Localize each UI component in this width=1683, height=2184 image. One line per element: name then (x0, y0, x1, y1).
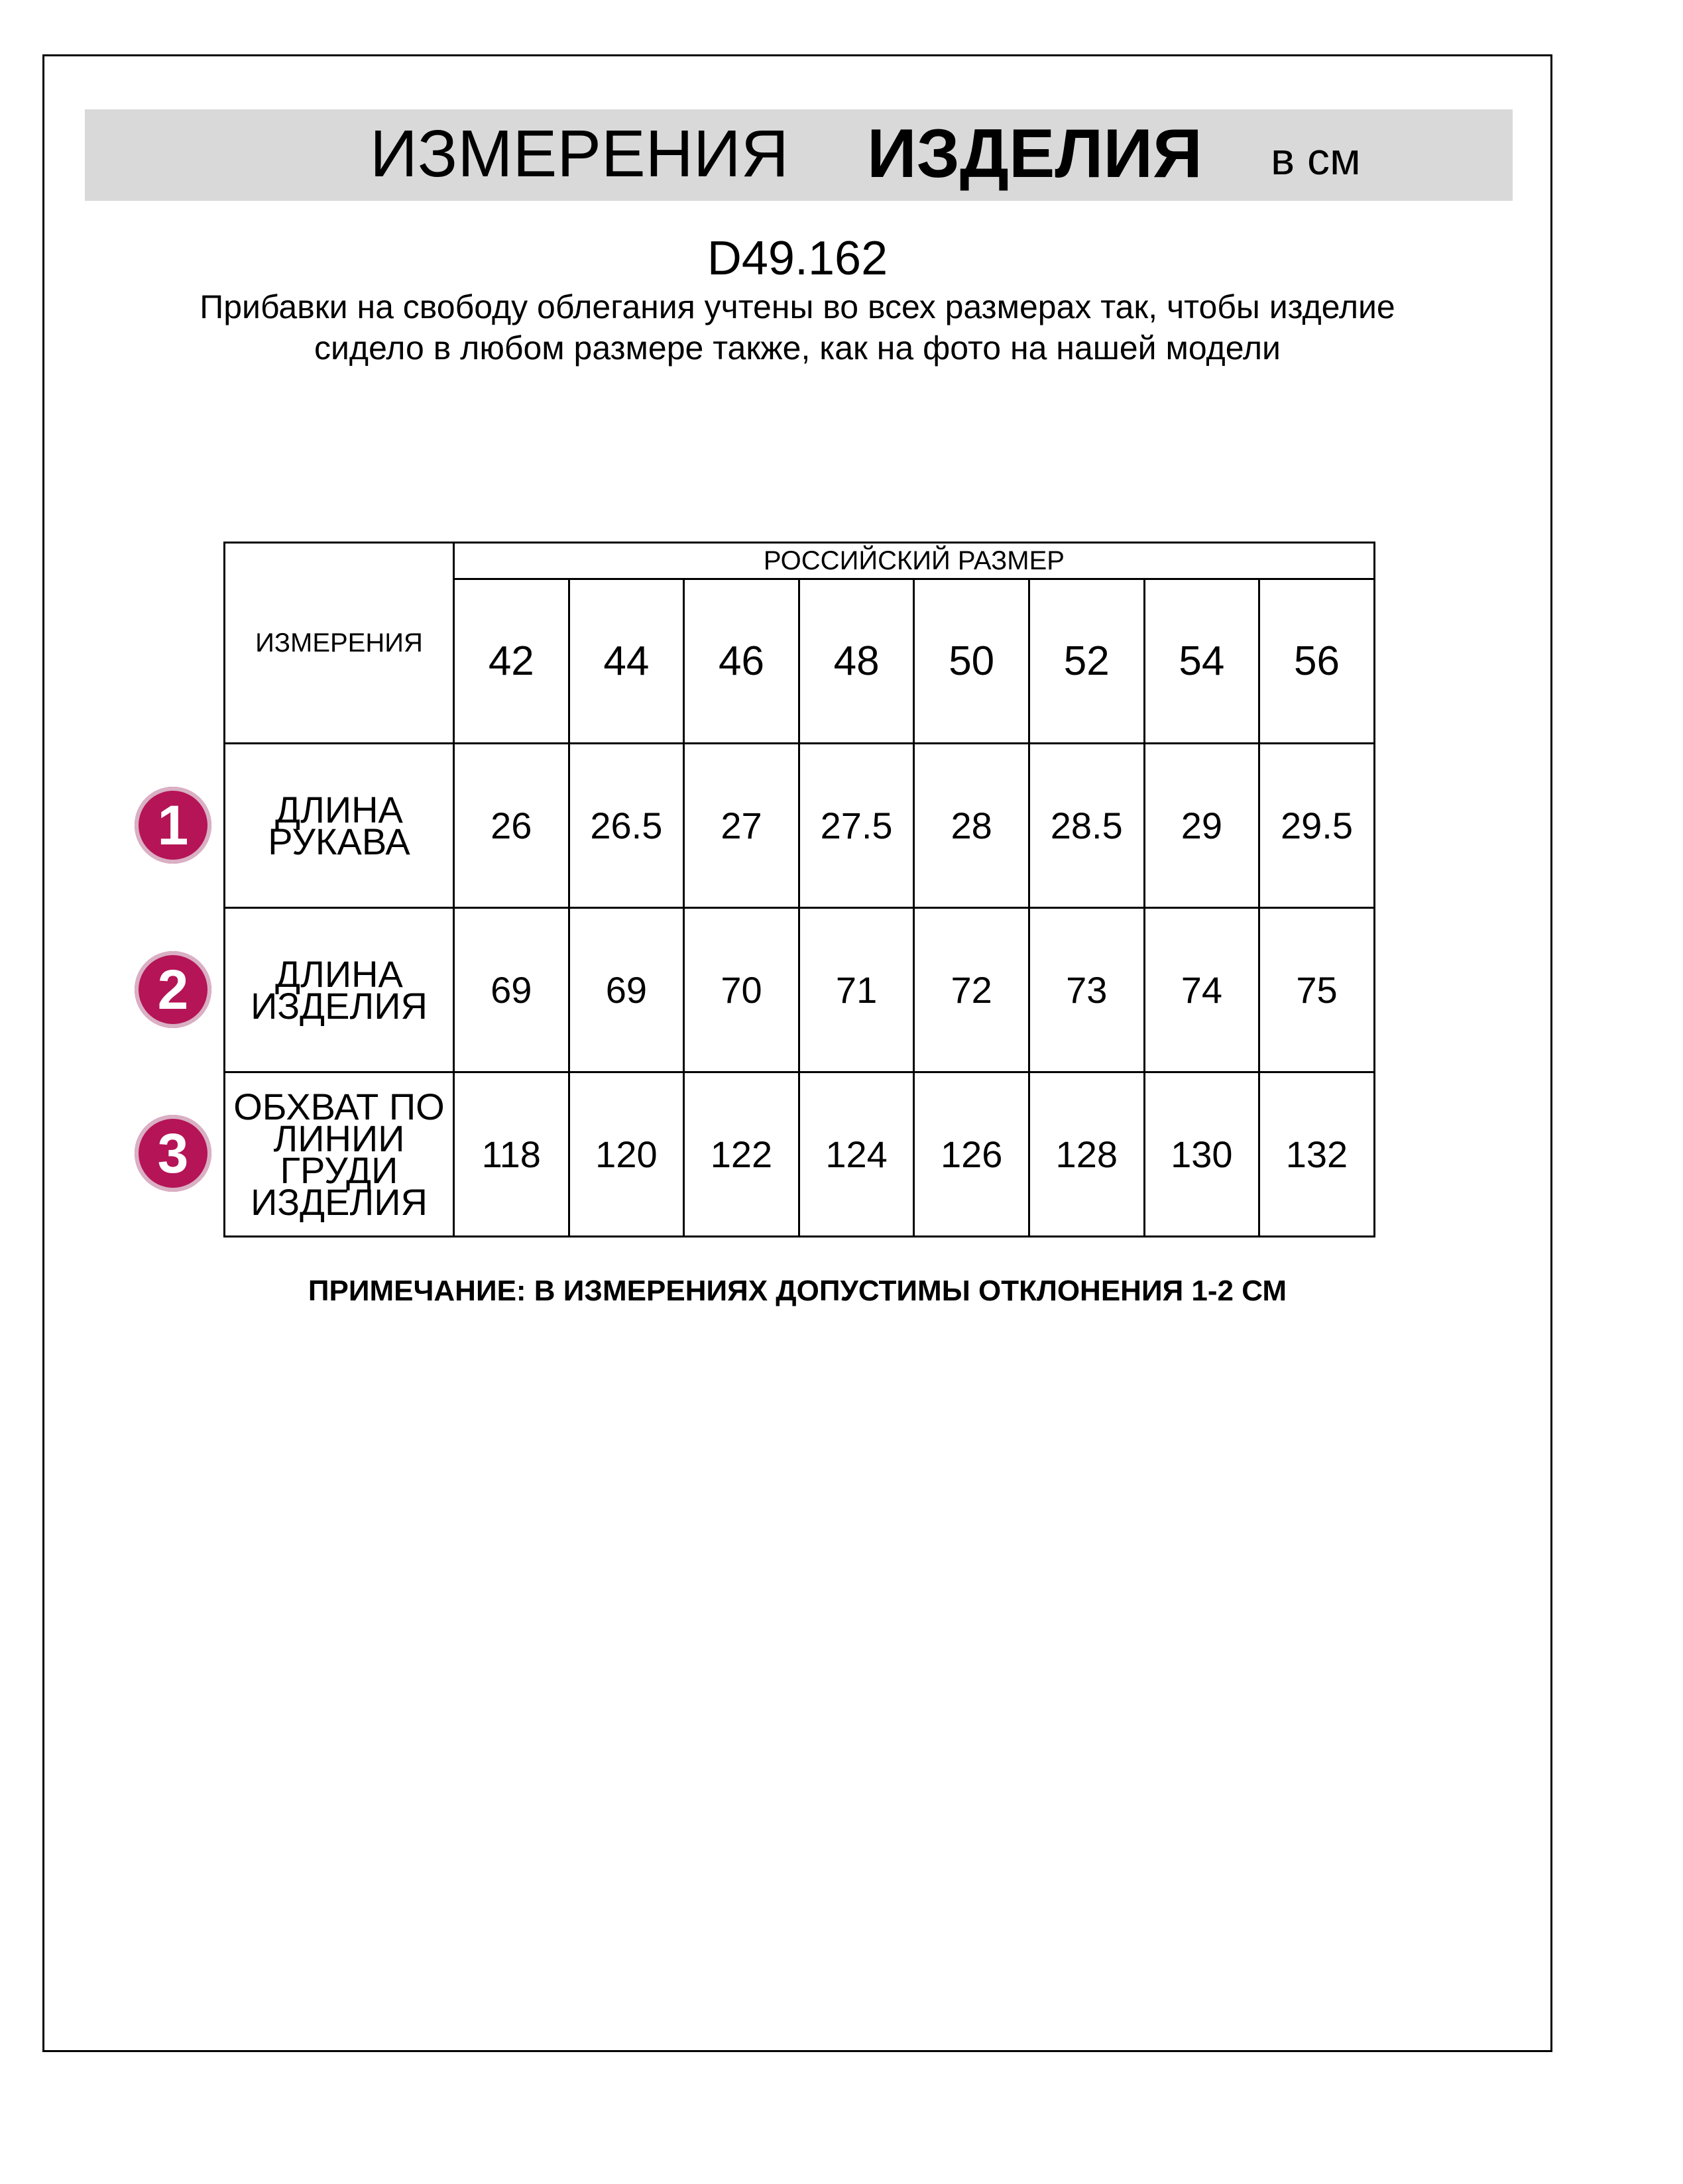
table-cell: 132 (1259, 1072, 1375, 1237)
table-cell: 29.5 (1259, 744, 1375, 908)
table-cell: 29 (1144, 744, 1259, 908)
table-cell: 71 (799, 908, 914, 1072)
table-cell: 69 (454, 908, 569, 1072)
size-header: 54 (1144, 579, 1259, 744)
size-header: 48 (799, 579, 914, 744)
table-cell: 74 (1144, 908, 1259, 1072)
title-main: ИЗМЕРЕНИЯ (370, 117, 789, 191)
table-cell: 70 (684, 908, 799, 1072)
table-cell: 122 (684, 1072, 799, 1237)
measure-label: ОБХВАТ ПО ЛИНИИ ГРУДИ ИЗДЕЛИЯ (225, 1072, 454, 1237)
title-unit: в см (1271, 134, 1361, 184)
tolerance-footnote: ПРИМЕЧАНИЕ: В ИЗМЕРЕНИЯХ ДОПУСТИМЫ ОТКЛОНЕНИЯ 1-2 СМ (308, 1275, 1287, 1307)
table-cell: 124 (799, 1072, 914, 1237)
table-cell: 75 (1259, 908, 1375, 1072)
measure-number-badge: 3 (135, 1115, 211, 1192)
fit-note: Прибавки на свободу облегания учтены во всех размерах так, чтобы изделие сидело в любом размере также, как на фото на нашей модели (200, 288, 1395, 367)
table-cell: 73 (1029, 908, 1144, 1072)
table-cell: 118 (454, 1072, 569, 1237)
size-header: 50 (914, 579, 1029, 744)
size-header: 56 (1259, 579, 1375, 744)
table-group-header-row (225, 543, 1375, 579)
table-row (225, 744, 1375, 908)
size-header: 42 (454, 579, 569, 744)
table-cell: 26 (454, 744, 569, 908)
table-cell: 27.5 (799, 744, 914, 908)
title-bold: ИЗДЕЛИЯ (867, 115, 1202, 192)
table-cell: 126 (914, 1072, 1029, 1237)
table-row (225, 908, 1375, 1072)
measure-column-header: ИЗМЕРЕНИЯ (225, 543, 454, 744)
table-cell: 69 (569, 908, 684, 1072)
table-cell: 26.5 (569, 744, 684, 908)
size-group-header: РОССИЙСКИЙ РАЗМЕР (454, 543, 1375, 579)
size-header: 46 (684, 579, 799, 744)
table-cell: 120 (569, 1072, 684, 1237)
table-cell: 128 (1029, 1072, 1144, 1237)
measure-number-badge: 2 (135, 951, 211, 1028)
table-cell: 28.5 (1029, 744, 1144, 908)
size-table (223, 542, 1375, 1237)
measure-number-badge: 1 (135, 787, 211, 864)
table-cell: 28 (914, 744, 1029, 908)
article-number: D49.162 (707, 232, 888, 285)
measure-label: ДЛИНА ИЗДЕЛИЯ (225, 908, 454, 1072)
size-header: 52 (1029, 579, 1144, 744)
table-cell: 27 (684, 744, 799, 908)
size-header: 44 (569, 579, 684, 744)
table-cell: 72 (914, 908, 1029, 1072)
measure-label: ДЛИНА РУКАВА (225, 744, 454, 908)
table-cell: 130 (1144, 1072, 1259, 1237)
table-row (225, 1072, 1375, 1237)
